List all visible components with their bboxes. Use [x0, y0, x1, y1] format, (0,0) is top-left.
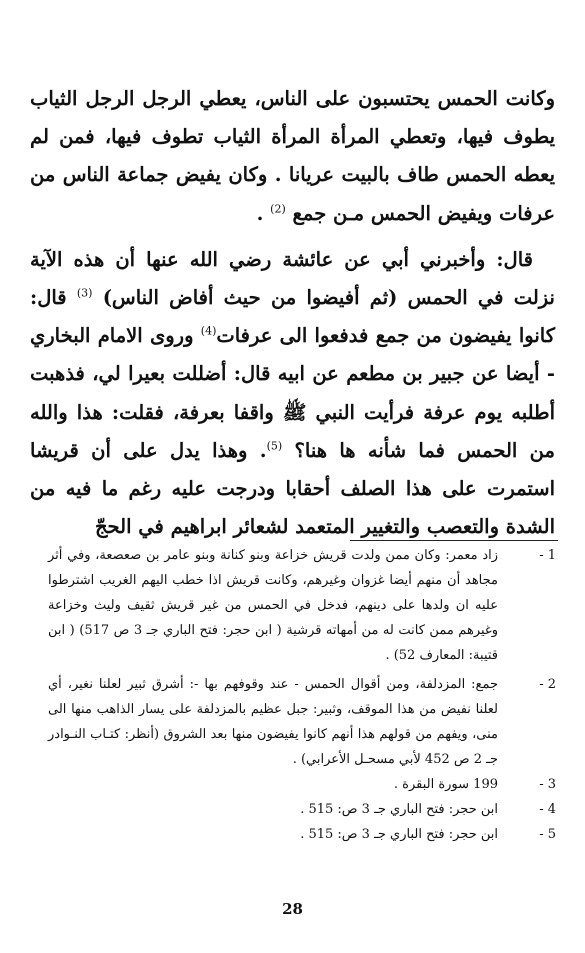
footnote-4	[48, 797, 558, 822]
paragraph-2-seg-2: قال: كانوا يفيضون من جمع فدفعوا الى عرفات	[30, 286, 555, 348]
footnote-ref-4[interactable]: (4)	[200, 324, 217, 338]
paragraph-2-seg-4: . وهذا يدل على أن قريشا استمرت على هذا الصلف أحقابا ودرجت عليه رغم ما فيه من الشدة والتعصب والتغيير المتعمد لشعائر ابراهيم في الحجّ	[30, 438, 555, 539]
footnote-text: ابن حجر: فتح الباري جـ 3 ص: 515 .	[300, 802, 498, 817]
footnote-3	[48, 772, 558, 797]
paragraph-2-seg-1: قال: وأخبرني أبي عن عائشة رضي الله عنها أن هذه الآية نزلت في الحمس (ثم أفيضوا من حيث أفاض الناس)	[30, 247, 555, 310]
footnote-text: 199 سورة البقرة .	[393, 777, 498, 792]
page-number: 28	[282, 900, 303, 918]
footnote-ref-5[interactable]: (5)	[266, 439, 283, 453]
footnote-number: 3 -	[539, 777, 556, 792]
footnote-1	[48, 543, 558, 668]
footnote-number: 2 -	[539, 677, 556, 692]
paragraph-1-end: .	[256, 201, 264, 225]
footnotes-section	[48, 543, 558, 847]
footnote-text: زاد معمر: وكان ممن ولدت قريش خزاعة وبنو كنانة وبنو عامر بن صعصعة، وفي أثر مجاهد أن منهم أيضا غزوان وغيرهم، وكانت قريش اذا خطب اليهم الغريب اشترطوا عليه ان ولدها على دينهم، فدخل في الحمس من غير قريش ثقيف وليث وخزاعة وغيرهم ممن كانت له من أمهاته قرشية ( ابن حجر: فتح الباري جـ 3 ص 517) ( ابن قتيبة: المعارف 52) .	[48, 548, 498, 663]
footnote-ref-3[interactable]: (3)	[76, 286, 93, 300]
footnote-5	[48, 822, 558, 847]
body-paragraph-1	[30, 80, 555, 233]
paragraph-2-seg-3: وروى الامام البخاري - أيضا عن جبير بن مطعم عن ابيه قال: أضللت بعيرا لي، فذهبت أطلبه يوم عرفة فرأيت النبي ﷺ واقفا بعرفة، فقلت: هذا والله من الحمس فما شأنه ها هنا؟	[30, 324, 555, 462]
footnote-divider	[350, 540, 558, 541]
footnote-number: 1 -	[539, 548, 556, 563]
footnote-number: 4 -	[539, 802, 556, 817]
footnote-2	[48, 672, 558, 772]
footnote-ref-2[interactable]: (2)	[270, 202, 286, 216]
body-paragraph-2	[30, 241, 555, 547]
paragraph-1-text: وكانت الحمس يحتسبون على الناس، يعطي الرجل الرجل الثياب يطوف فيها، وتعطي المرأة المرأة الثياب تطوف فيها، فمن لم يعطه الحمس طاف بالبيت عريانا . وكان يفيض جماعة الناس من عرفات ويفيض الحمس مـن جمع	[30, 87, 555, 225]
footnote-text: ابن حجر: فتح الباري جـ 3 ص: 515 .	[300, 827, 498, 842]
main-text-block	[30, 80, 555, 546]
footnote-number: 5 -	[539, 827, 556, 842]
footnote-text: جمع: المزدلفة، ومن أقوال الحمس - عند وقوفهم بها -: أشرق ثبير لعلنا نغير، أي لعلنا نفيض من هذا الموقف، وثبير: جبل عظيم بالمزدلفة على يسار الذاهب منها الى منى، ويفهم من قولهم هذا أنهم كانوا يفيضون منها بعد الشروق (أنظر: كتـاب النـوادر جـ 2 ص 452 لأبي مسحـل الأعرابي) .	[48, 677, 498, 767]
